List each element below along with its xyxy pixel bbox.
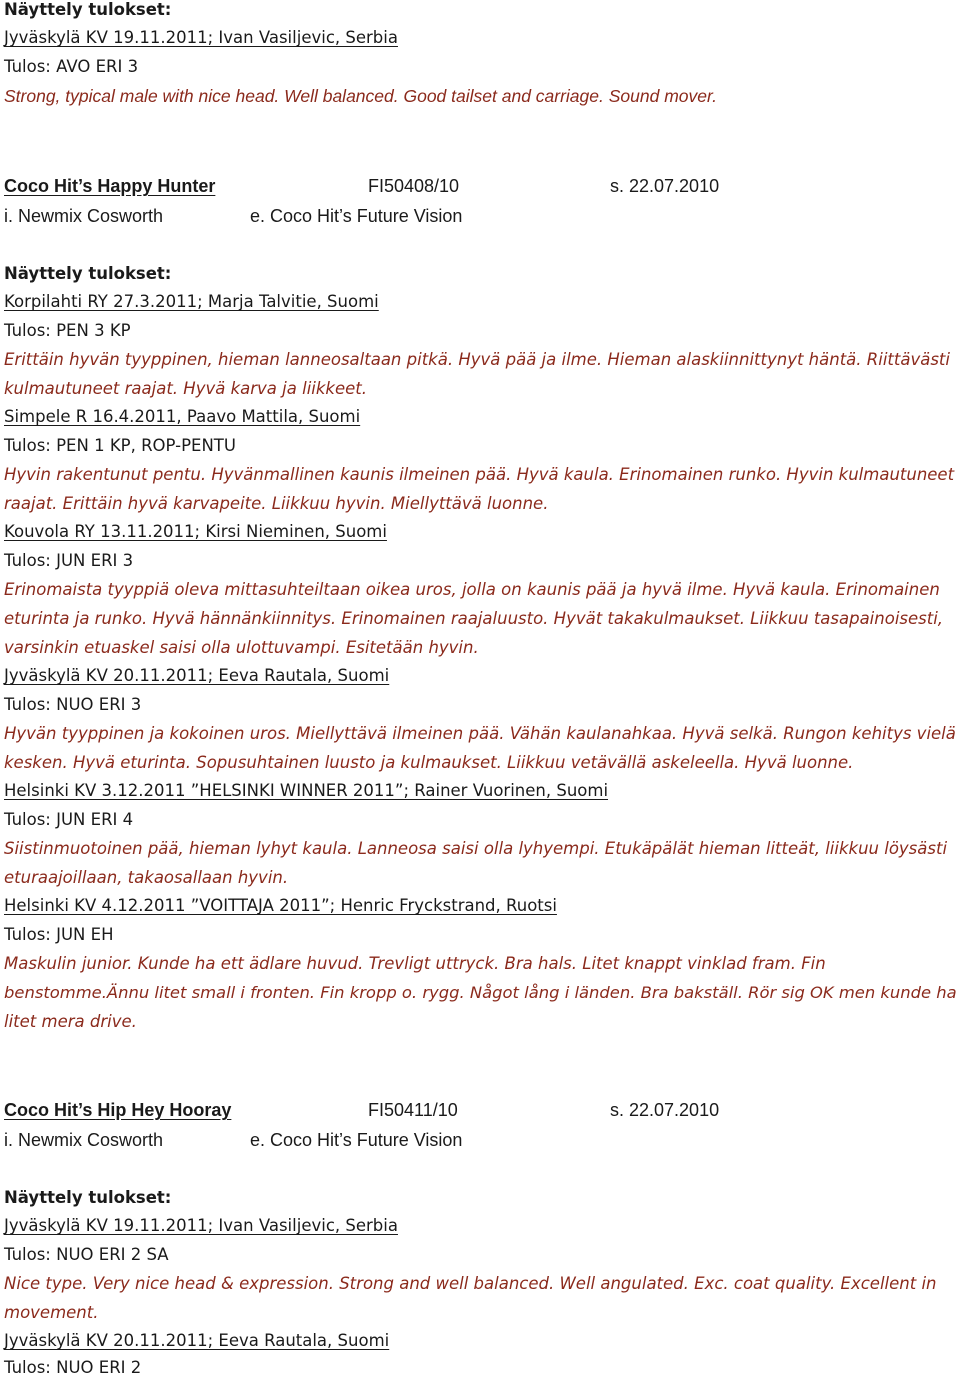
judge-critique: litet mera drive. — [4, 1012, 137, 1031]
show-result: Tulos: PEN 1 KP, ROP-PENTU — [4, 436, 236, 455]
dog-name: Coco Hit’s Hip Hey Hooray — [4, 1100, 232, 1120]
judge-critique: Erinomaista tyyppiä oleva mittasuhteiltaan oikea uros, jolla on kaunis pää ja hyvä ilme. Hyvä kaula. Erinomainen — [4, 580, 940, 599]
show-result: Tulos: AVO ERI 3 — [4, 57, 139, 76]
judge-critique: kulmautuneet raajat. Hyvä karva ja liikkeet. — [4, 379, 367, 398]
dog-header — [4, 176, 960, 197]
judge-critique: Strong, typical male with nice head. Well balanced. Good tailset and carriage. Sound mover. — [4, 86, 718, 106]
show-result: Tulos: NUO ERI 2 SA — [4, 1245, 169, 1264]
show-result: Tulos: JUN ERI 4 — [4, 810, 134, 829]
judge-critique: eturaajoillaan, takaosallaan hyvin. — [4, 868, 289, 887]
results-heading: Näyttely tulokset: — [4, 264, 172, 283]
dog-name: Coco Hit’s Happy Hunter — [4, 176, 216, 196]
dog-registration: FI50408/10 — [368, 176, 460, 196]
dog-birthdate: s. 22.07.2010 — [610, 1100, 720, 1120]
dog-parents — [4, 206, 960, 227]
show-result: Tulos: NUO ERI 2 — [4, 1358, 142, 1377]
dog-sire: i. Newmix Cosworth — [4, 1130, 164, 1150]
judge-critique: varsinkin etuaskel saisi olla ulottuvampi. Esitetään hyvin. — [4, 638, 479, 657]
show-entry: Helsinki KV 4.12.2011 ”VOITTAJA 2011”; Henric Fryckstrand, Ruotsi — [4, 896, 557, 915]
dog-birthdate: s. 22.07.2010 — [610, 176, 720, 196]
show-result: Tulos: PEN 3 KP — [4, 321, 131, 340]
dog-parents — [4, 1130, 960, 1151]
show-entry: Kouvola RY 13.11.2011; Kirsi Nieminen, Suomi — [4, 522, 387, 541]
judge-critique: Maskulin junior. Kunde ha ett ädlare huvud. Trevligt uttryck. Bra hals. Litet knappt vinklad fram. Fin — [4, 954, 826, 973]
judge-critique: Erittäin hyvän tyyppinen, hieman lanneosaltaan pitkä. Hyvä pää ja ilme. Hieman alaskiinnittynyt häntä. Riittävästi — [4, 350, 950, 369]
judge-critique: Siistinmuotoinen pää, hieman lyhyt kaula. Lanneosa saisi olla lyhyempi. Etukäpälät hieman litteät, liikkuu löysästi — [4, 839, 948, 858]
show-entry: Jyväskylä KV 19.11.2011; Ivan Vasiljevic, Serbia — [4, 28, 398, 47]
show-result: Tulos: NUO ERI 3 — [4, 695, 142, 714]
dog-dam: e. Coco Hit’s Future Vision — [250, 206, 463, 226]
judge-critique: Hyvän tyyppinen ja kokoinen uros. Miellyttävä ilmeinen pää. Vähän kaulanahkaa. Hyvä selkä. Rungon kehitys vielä — [4, 724, 956, 743]
show-entry: Helsinki KV 3.12.2011 ”HELSINKI WINNER 2011”; Rainer Vuorinen, Suomi — [4, 781, 609, 800]
judge-critique: Hyvin rakentunut pentu. Hyvänmallinen kaunis ilmeinen pää. Hyvä kaula. Erinomainen runko. Hyvin kulmautuneet — [4, 465, 955, 484]
show-entry: Jyväskylä KV 20.11.2011; Eeva Rautala, Suomi — [4, 666, 390, 685]
judge-critique: eturinta ja runko. Hyvä hännänkiinnitys. Erinomainen raajaluusto. Hyvät takakulmaukset. Liikkuu tasapainoisesti, — [4, 609, 944, 628]
dog-header — [4, 1100, 960, 1121]
dog-registration: FI50411/10 — [368, 1100, 458, 1120]
show-entry: Korpilahti RY 27.3.2011; Marja Talvitie, Suomi — [4, 292, 379, 311]
results-heading: Näyttely tulokset: — [4, 0, 172, 19]
results-heading: Näyttely tulokset: — [4, 1188, 172, 1207]
show-entry: Jyväskylä KV 20.11.2011; Eeva Rautala, Suomi — [4, 1331, 390, 1350]
dog-sire: i. Newmix Cosworth — [4, 206, 164, 226]
dog-dam: e. Coco Hit’s Future Vision — [250, 1130, 463, 1150]
judge-critique: raajat. Erittäin hyvä karvapeite. Liikkuu hyvin. Miellyttävä luonne. — [4, 494, 549, 513]
judge-critique: kesken. Hyvä eturinta. Sopusuhtainen luusto ja kulmaukset. Liikkuu vetävällä askeleella. Hyvä luonne. — [4, 753, 854, 772]
show-entry: Jyväskylä KV 19.11.2011; Ivan Vasiljevic, Serbia — [4, 1216, 398, 1235]
judge-critique: benstomme.Ännu litet small i fronten. Fin kropp o. rygg. Något lång i länden. Bra bakställ. Rör sig OK men kunde ha — [4, 983, 957, 1002]
show-result: Tulos: JUN EH — [4, 925, 114, 944]
judge-critique: movement. — [4, 1303, 99, 1322]
show-entry: Simpele R 16.4.2011, Paavo Mattila, Suomi — [4, 407, 361, 426]
judge-critique: Nice type. Very nice head & expression. Strong and well balanced. Well angulated. Exc. coat quality. Excellent in — [4, 1274, 937, 1293]
show-result: Tulos: JUN ERI 3 — [4, 551, 134, 570]
